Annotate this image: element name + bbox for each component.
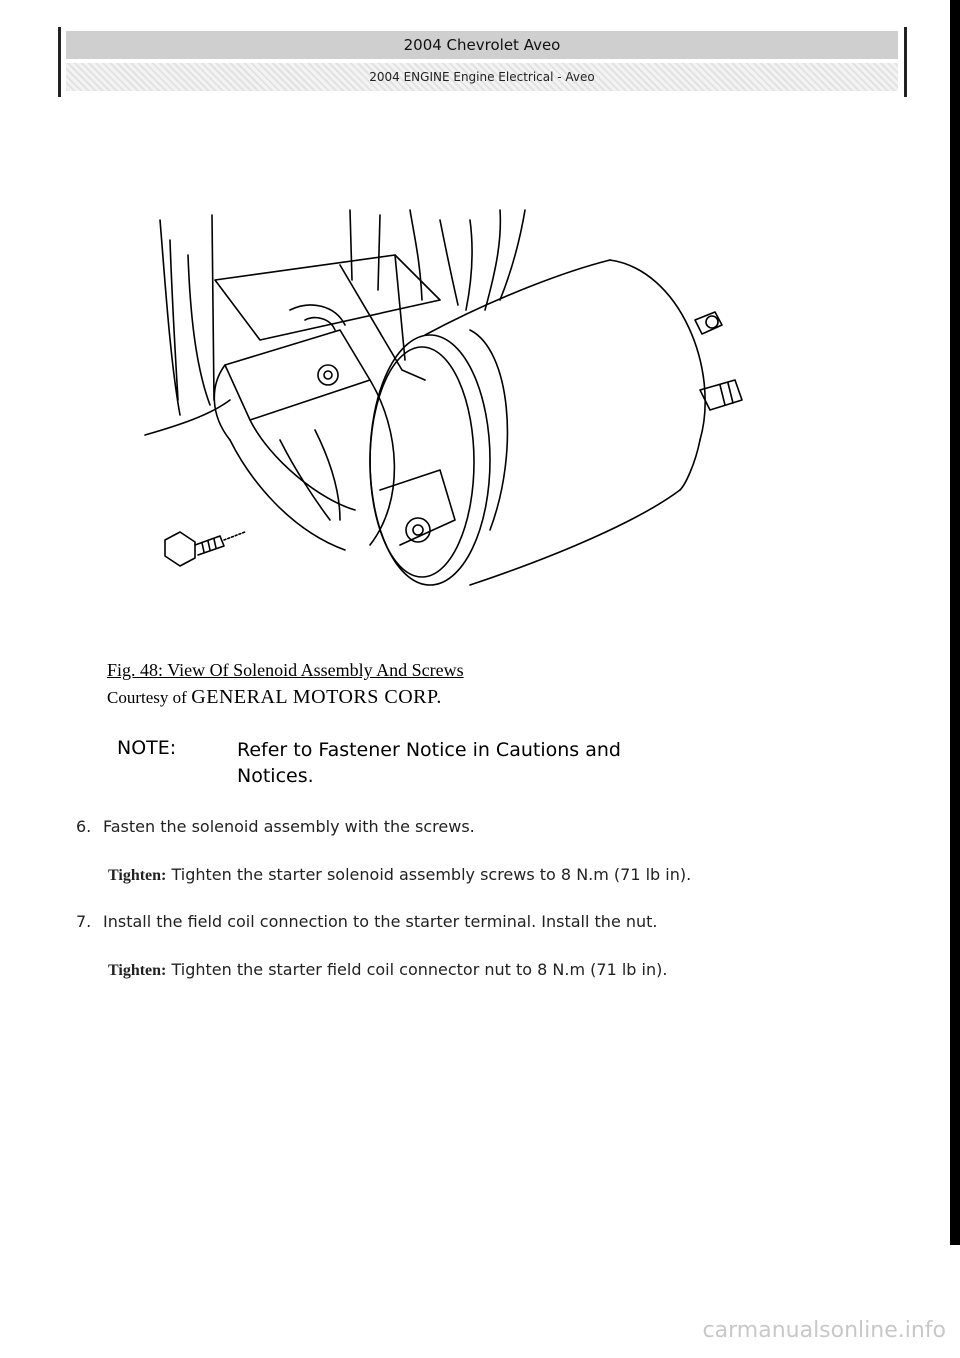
document-title: 2004 Chevrolet Aveo <box>66 31 898 59</box>
step-number: 7. <box>76 912 92 931</box>
credit-company: GENERAL MOTORS CORP. <box>191 686 442 708</box>
note-text: Refer to Fastener Notice in Cautions and Notices. <box>237 739 621 787</box>
tighten-label: Tighten: <box>108 962 167 979</box>
header-left-rule <box>58 27 61 97</box>
tighten-text: Tighten the starter solenoid assembly screws to 8 N.m (71 lb in). <box>171 865 692 884</box>
header-right-rule <box>904 27 907 97</box>
tighten-instruction <box>108 960 667 980</box>
document-subtitle: 2004 ENGINE Engine Electrical - Aveo <box>66 63 898 91</box>
credit-prefix: Courtesy of <box>107 688 187 707</box>
tighten-instruction <box>108 865 691 885</box>
step-number: 6. <box>76 817 92 836</box>
step-text: Install the field coil connection to the starter terminal. Install the nut. <box>103 912 658 931</box>
figure-caption: Fig. 48: View Of Solenoid Assembly And Screws <box>107 660 464 680</box>
page-edge-bar <box>950 0 960 1245</box>
tighten-label: Tighten: <box>108 867 167 884</box>
step-text: Fasten the solenoid assembly with the screws. <box>103 817 475 836</box>
figure-credit <box>107 686 442 709</box>
watermark-text: carmanualsonline.info <box>702 1318 946 1343</box>
solenoid-assembly-illustration <box>140 200 780 600</box>
note-label: NOTE: <box>117 737 177 759</box>
tighten-text: Tighten the starter field coil connector nut to 8 N.m (71 lb in). <box>171 960 668 979</box>
